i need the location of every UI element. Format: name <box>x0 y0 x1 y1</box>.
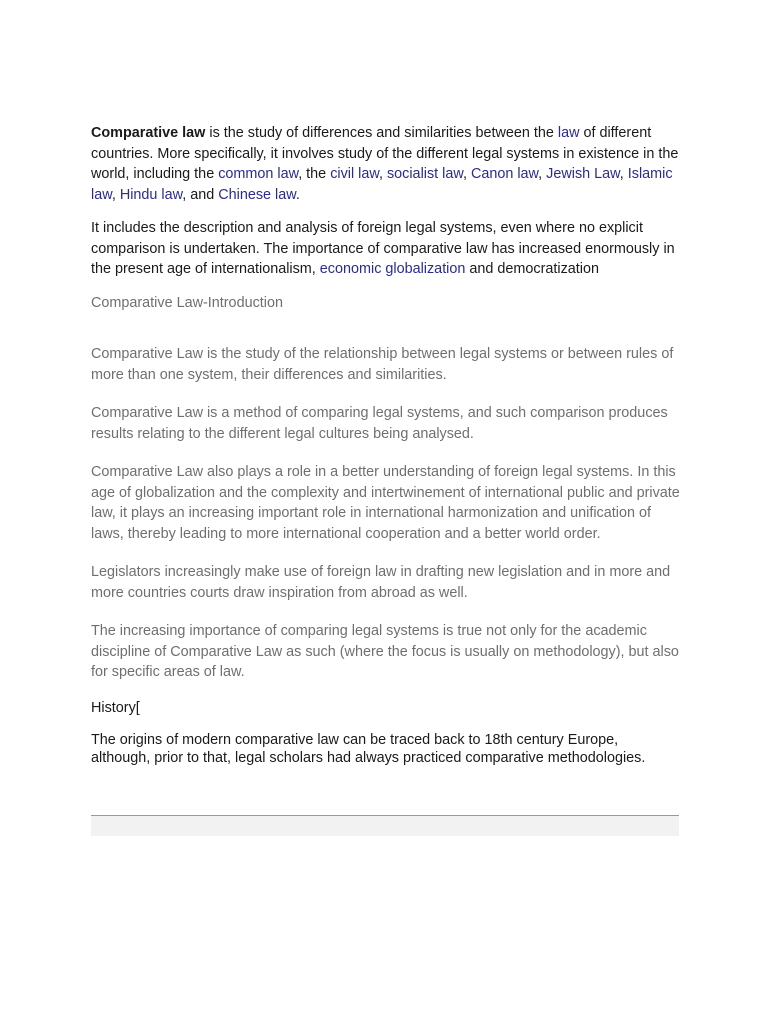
text-span: , the <box>298 166 331 182</box>
scope-paragraph <box>91 218 681 280</box>
text-span: is the study of differences and similarities between the <box>205 125 558 141</box>
text-span: , <box>538 166 547 182</box>
link-socialist-law[interactable]: socialist law <box>386 166 463 182</box>
link-canon-law[interactable]: Canon law <box>470 166 539 182</box>
text-span: , <box>111 186 120 203</box>
section-heading-history: History[ <box>91 699 140 716</box>
term-comparative-law: Comparative law <box>91 125 206 141</box>
legislators-paragraph: Legislators increasingly make use of foreign law in drafting new legislation and in more and more countries courts draw inspiration from abroad as well. <box>91 564 671 601</box>
link-economic-globalization[interactable]: economic globalization <box>319 261 466 277</box>
text-span: . <box>295 186 300 203</box>
text-span: , <box>462 166 471 182</box>
text-span: , and <box>182 186 219 203</box>
history-paragraph: The origins of modern comparative law can be traced back to 18th century Europe, although, prior to that, legal scholars had always practiced comparative methodologies. <box>91 732 646 766</box>
shaded-band <box>91 816 679 836</box>
link-law[interactable]: law <box>557 125 580 141</box>
importance-paragraph: The increasing importance of comparing legal systems is true not only for the academic discipline of Comparative Law as such (where the focus is usually on methodology), but also for specific areas of law. <box>91 623 679 680</box>
link-islamic-law[interactable]: Islamic law <box>91 166 673 203</box>
intro-definition-paragraph: Comparative Law is the study of the relationship between legal systems or between rules of more than one system, their differences and similarities. <box>91 346 674 383</box>
document-body <box>91 123 681 767</box>
section-heading-introduction: Comparative Law-Introduction <box>91 294 283 311</box>
text-span: of different countries. More specifically, it involves study of the different legal systems in existence in the world, including the <box>91 125 679 182</box>
role-paragraph: Comparative Law also plays a role in a better understanding of foreign legal systems. In this age of globalization and the complexity and intertwinement of international public and private law, it plays an increasing important role in international harmonization and unification of laws, thereby leading to more international cooperation and a better world order. <box>91 464 680 542</box>
link-hindu-law[interactable]: Hindu law <box>119 186 183 203</box>
intro-paragraph <box>91 123 681 205</box>
text-span: , <box>378 166 387 182</box>
text-span: and democratization <box>465 261 599 277</box>
link-chinese-law[interactable]: Chinese law <box>218 186 296 203</box>
method-paragraph: Comparative Law is a method of comparing legal systems, and such comparison produces results relating to the different legal cultures being analysed. <box>91 405 668 442</box>
link-civil-law[interactable]: civil law <box>330 166 379 182</box>
link-common-law[interactable]: common law <box>218 166 299 182</box>
link-jewish-law[interactable]: Jewish Law <box>546 166 620 182</box>
text-span: It includes the description and analysis of foreign legal systems, even where no explicit comparison is undertaken. The importance of comparative law has increased enormously in the present age of internationalism, <box>91 220 675 277</box>
text-span: , <box>619 166 628 182</box>
